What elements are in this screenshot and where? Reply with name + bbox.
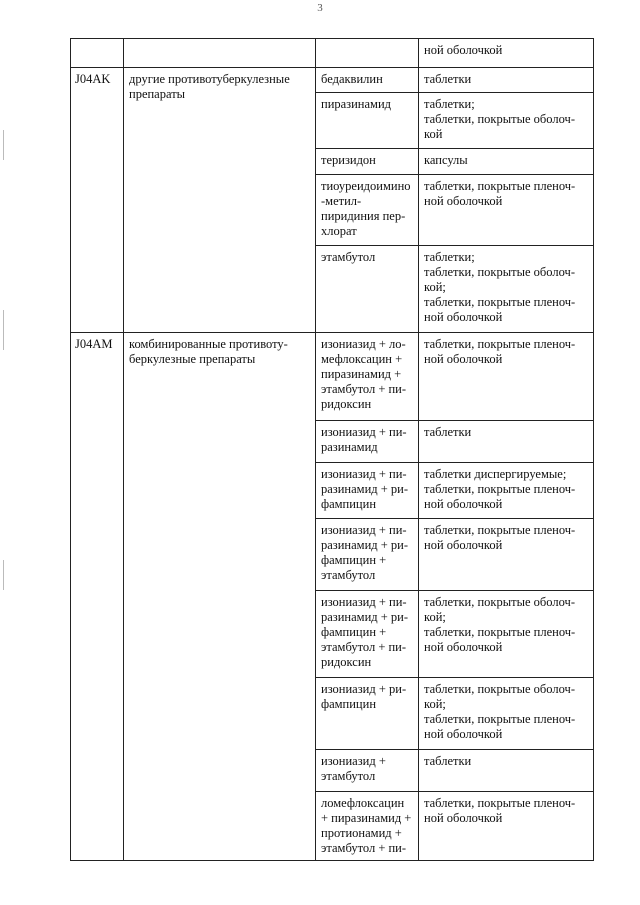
forms-cell <box>419 68 594 93</box>
form-line: таблетки, покрытые оболоч-кой <box>424 112 575 141</box>
form-line: таблетки; <box>424 250 475 264</box>
form-line: таблетки, покрытые оболоч-кой; <box>424 682 575 711</box>
drug-cell: этамбутол <box>316 246 419 333</box>
form-line: таблетки; <box>424 97 475 111</box>
drug-cell: изониазид + этамбутол <box>316 750 419 792</box>
forms-cell <box>419 678 594 750</box>
table-row <box>71 39 594 68</box>
forms-cell <box>419 246 594 333</box>
forms-cell <box>419 750 594 792</box>
forms-cell <box>419 39 594 68</box>
forms-cell <box>419 93 594 149</box>
drug-cell: изониазид + ло-мефлоксацин + пиразинамид + этамбутол + пи-ридоксин <box>316 333 419 421</box>
form-line: таблетки, покрытые оболоч-кой; <box>424 595 575 624</box>
form-line: таблетки <box>424 754 472 768</box>
group-cell: комбинированные противоту-беркулезные препараты <box>124 333 316 861</box>
forms-cell <box>419 175 594 246</box>
atc-code-cell: J04AM <box>71 333 124 861</box>
group-cell <box>124 39 316 68</box>
atc-code-cell: J04AK <box>71 68 124 333</box>
forms-cell <box>419 421 594 463</box>
drug-cell: изониазид + пи-разинамид + ри-фампицин <box>316 463 419 519</box>
form-line: таблетки, покрытые пленоч-ной оболочкой <box>424 712 576 741</box>
drug-cell: тиоуреидоимино-метил-пиридиния пер-хлорат <box>316 175 419 246</box>
margin-mark <box>3 310 4 350</box>
drug-cell: изониазид + пи-разинамид + ри-фампицин + этамбутол <box>316 519 419 591</box>
drug-cell: ломефлоксацин + пиразинамид + протионамид + этамбутол + пи- <box>316 792 419 861</box>
form-line: таблетки диспергируемые; <box>424 467 567 481</box>
table-row <box>71 333 594 421</box>
form-line: таблетки, покрытые пленоч-ной оболочкой <box>424 523 576 552</box>
drug-cell: теризидон <box>316 149 419 175</box>
atc-code-cell <box>71 39 124 68</box>
drug-cell: пиразинамид <box>316 93 419 149</box>
forms-cell <box>419 463 594 519</box>
drug-cell <box>316 39 419 68</box>
form-line: таблетки, покрытые пленоч-ной оболочкой <box>424 482 576 511</box>
page-number: 3 <box>317 2 323 14</box>
drug-cell: изониазид + пи-разинамид + ри-фампицин + этамбутол + пи-ридоксин <box>316 591 419 678</box>
forms-cell <box>419 149 594 175</box>
form-line: таблетки <box>424 72 472 86</box>
forms-cell <box>419 519 594 591</box>
table-body <box>71 39 594 861</box>
form-line: таблетки <box>424 425 472 439</box>
form-line: ной оболочкой <box>424 43 503 57</box>
form-line: капсулы <box>424 153 468 167</box>
form-line: таблетки, покрытые пленоч-ной оболочкой <box>424 295 576 324</box>
drug-cell: изониазид + пи-разинамид <box>316 421 419 463</box>
drug-cell: изониазид + ри-фампицин <box>316 678 419 750</box>
form-line: таблетки, покрытые пленоч-ной оболочкой <box>424 796 576 825</box>
forms-cell <box>419 591 594 678</box>
forms-cell <box>419 792 594 861</box>
form-line: таблетки, покрытые пленоч-ной оболочкой <box>424 179 576 208</box>
form-line: таблетки, покрытые пленоч-ной оболочкой <box>424 625 576 654</box>
drug-cell: бедаквилин <box>316 68 419 93</box>
table-row <box>71 68 594 93</box>
form-line: таблетки, покрытые оболоч-кой; <box>424 265 575 294</box>
group-cell: другие противотуберкулезные препараты <box>124 68 316 333</box>
forms-cell <box>419 333 594 421</box>
drug-table <box>70 38 594 861</box>
form-line: таблетки, покрытые пленоч-ной оболочкой <box>424 337 576 366</box>
margin-mark <box>3 130 4 160</box>
margin-mark <box>3 560 4 590</box>
